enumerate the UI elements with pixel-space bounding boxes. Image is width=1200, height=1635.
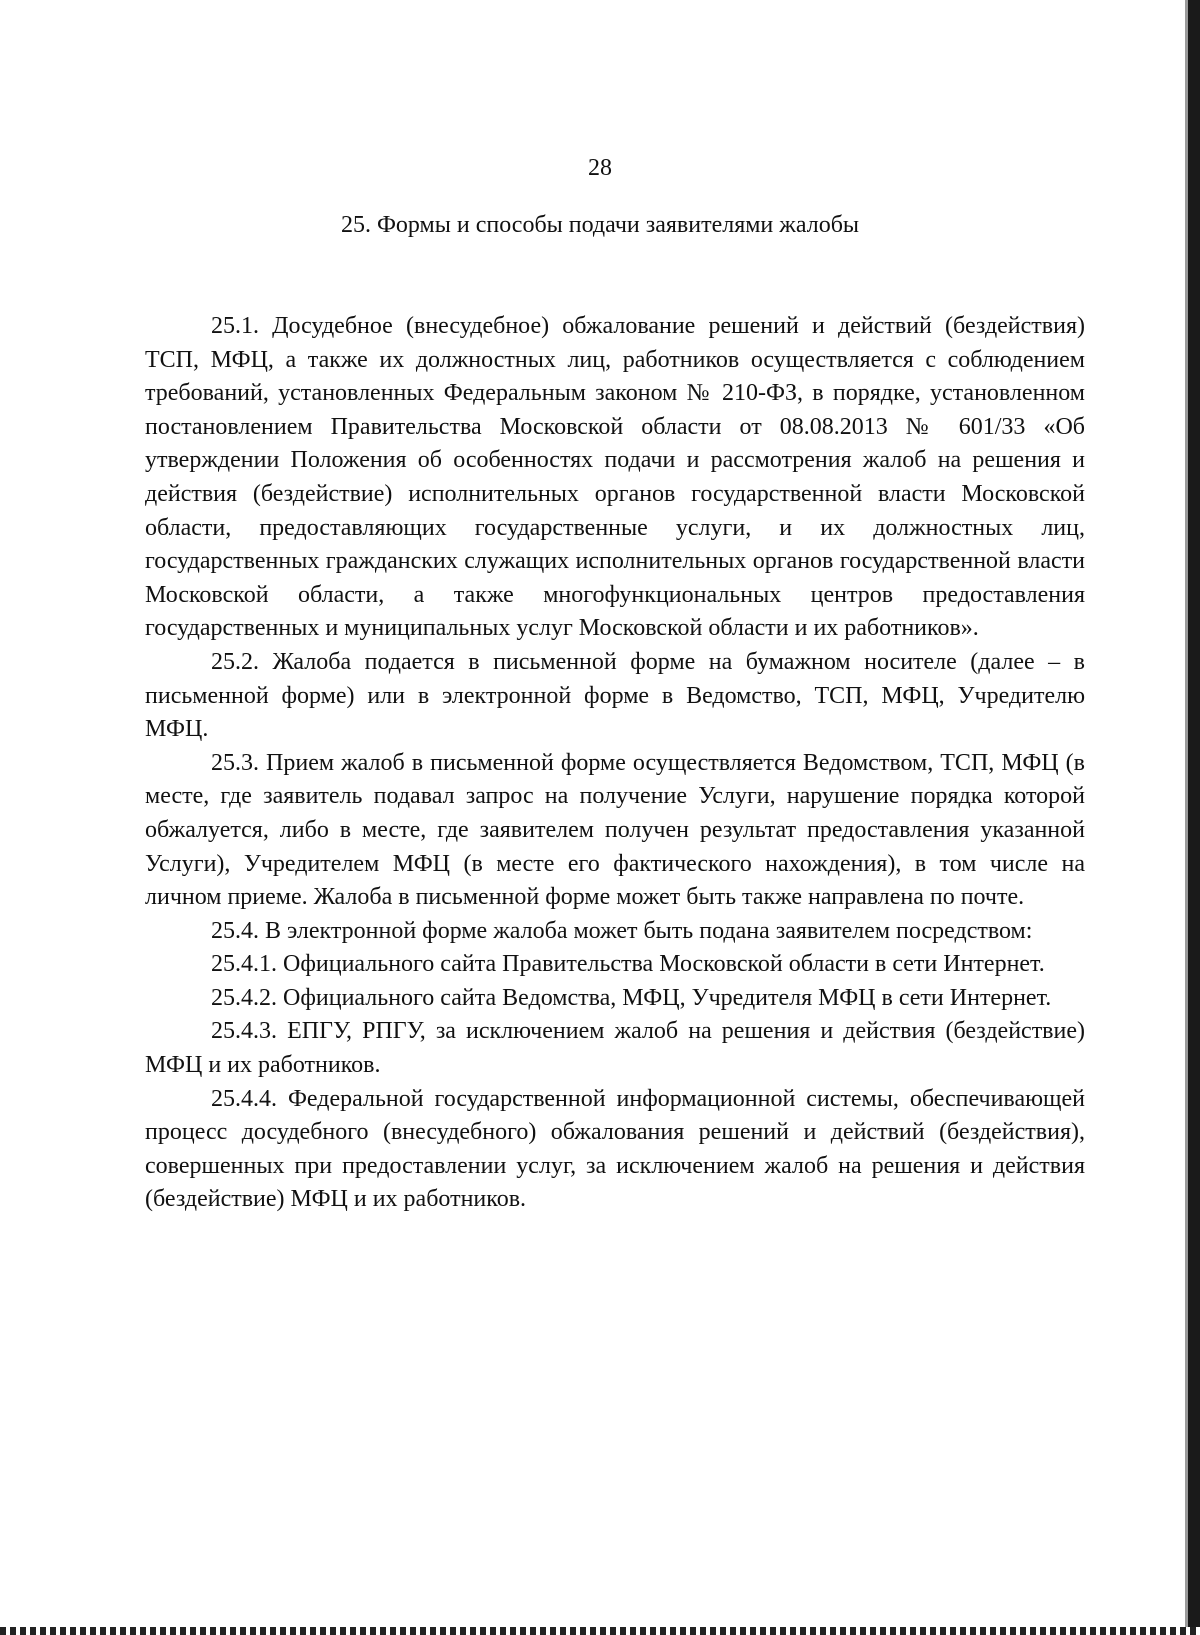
scan-edge-border	[1188, 0, 1200, 1635]
page-number: 28	[588, 155, 612, 181]
paragraph-25-4-2: 25.4.2. Официального сайта Ведомства, МФЦ, Учредителя МФЦ в сети Интернет.	[211, 984, 1052, 1011]
paragraph-25-4: 25.4. В электронной форме жалоба может быть подана заявителем посредством:	[211, 917, 1033, 944]
document-body	[145, 310, 1085, 1217]
paragraph-25-2: 25.2. Жалоба подается в письменной форме на бумажном носителе (далее – в письменной форме) или в электронной форме в Ведомство, ТСП, МФЦ, Учредителю МФЦ.	[145, 648, 1085, 743]
paragraph-25-4-3: 25.4.3. ЕПГУ, РПГУ, за исключением жалоб на решения и действия (бездействие) МФЦ и их работников.	[145, 1018, 1085, 1079]
paragraph-25-4-4: 25.4.4. Федеральной государственной информационной системы, обеспечивающей процесс досудебного (внесудебного) обжалования решений и действий (бездействия), совершенных при предоставлении услуг, за исключением жалоб на решения и действия (бездействие) МФЦ и их работников.	[145, 1085, 1085, 1213]
paragraph-25-4-1: 25.4.1. Официального сайта Правительства Московской области в сети Интернет.	[211, 951, 1045, 978]
paragraph-25-1: 25.1. Досудебное (внесудебное) обжалование решений и действий (бездействия) ТСП, МФЦ, а также их должностных лиц, работников осуществляется с соблюдением требований, установленных Федеральным законом № 210-ФЗ, в порядке, установленном постановлением Правительства Московской области от 08.08.2013 № 601/33 «Об утверждении Положения об особенностях подачи и рассмотрения жалоб на решения и действия (бездействие) исполнительных органов государственной власти Московской области, предоставляющих государственные услуги, и их должностных лиц, государственных гражданских служащих исполнительных органов государственной власти Московской области, а также многофункциональных центров предоставления государственных и муниципальных услуг Московской области и их работников».	[145, 313, 1085, 642]
scan-bottom-border	[0, 1627, 1200, 1635]
paragraph-25-3: 25.3. Прием жалоб в письменной форме осуществляется Ведомством, ТСП, МФЦ (в месте, где заявитель подавал запрос на получение Услуги, нарушение порядка которой обжалуется, либо в месте, где заявителем получен результат предоставления указанной Услуги), Учредителем МФЦ (в месте его фактического нахождения), в том числе на личном приеме. Жалоба в письменной форме может быть также направлена по почте.	[145, 749, 1085, 911]
section-title: 25. Формы и способы подачи заявителями жалобы	[340, 212, 860, 238]
